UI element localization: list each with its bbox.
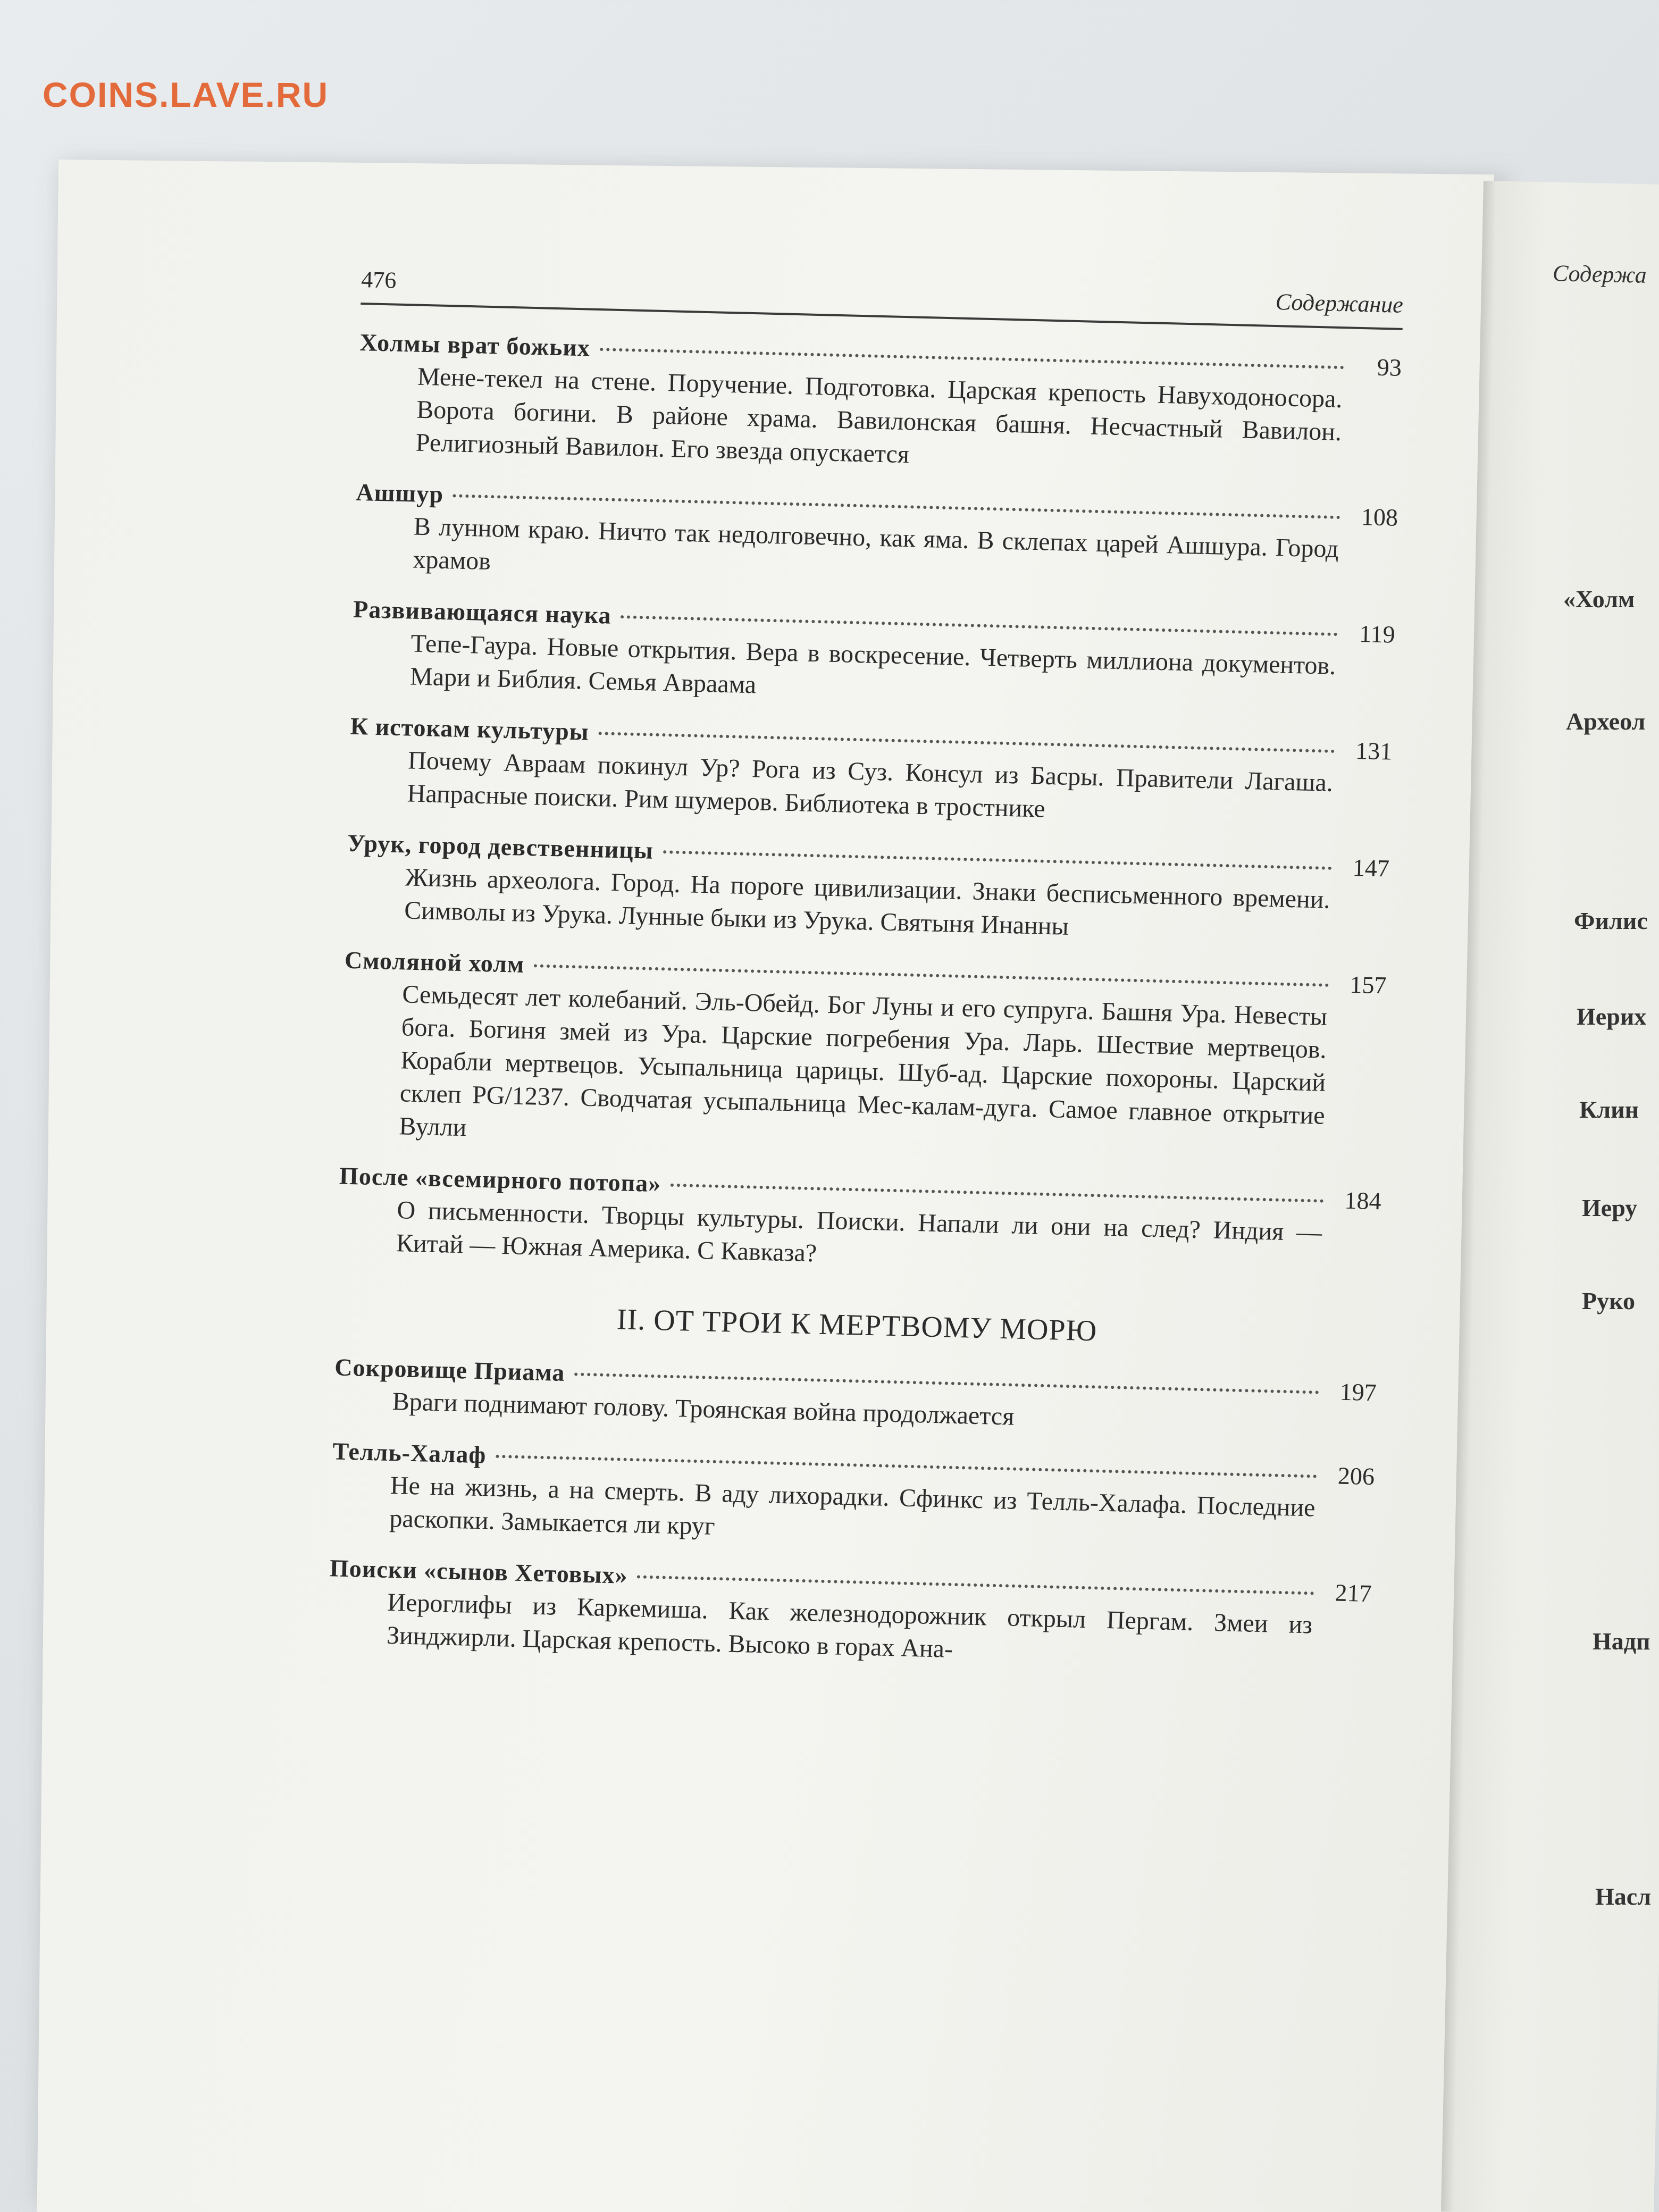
- toc-entry: [346, 827, 1390, 951]
- toc-entry-description: В лунном краю. Ничто так недолговечно, как яма. В склепах царей Ашшура. Город храмов: [412, 512, 1339, 576]
- toc-entry-description: Иероглифы из Каркемиша. Как железнодорожник открыл Пергам. Змеи из Зинджирли. Царская крепость. Высоко в горах Ана-: [386, 1588, 1313, 1663]
- toc-entry: [328, 1552, 1372, 1676]
- toc-entry: [331, 1435, 1375, 1559]
- toc-entry-page: 147: [1352, 853, 1390, 882]
- facing-page-item: Насл: [1595, 1883, 1652, 1910]
- facing-page-item: Филис: [1574, 907, 1648, 934]
- running-title: Содержание: [1275, 289, 1404, 318]
- facing-page-item: Надп: [1593, 1628, 1650, 1655]
- leader-dots: [574, 1372, 1319, 1394]
- facing-page-item: Археол: [1566, 708, 1646, 735]
- toc-entry-page: 108: [1361, 503, 1398, 531]
- toc-entry-description: Жизнь археолога. Город. На пороге цивилизации. Знаки бесписьменного времени. Символы из Урука. Лунные быки из Урука. Святыня Инанны: [404, 863, 1331, 941]
- leader-dots: [534, 964, 1329, 987]
- toc-entry: [354, 476, 1398, 600]
- toc-entry-page: 131: [1355, 736, 1393, 765]
- facing-page-item: Клин: [1579, 1096, 1639, 1123]
- page-number: 476: [361, 266, 397, 294]
- toc-entry: [340, 944, 1387, 1167]
- leader-dots: [671, 1184, 1323, 1203]
- toc-entry-description: Почему Авраам покинул Ур? Рога из Суз. Консул из Басры. Правители Лагаша. Напрасные поиски. Рим шумеров. Библиотека в тростнике: [407, 746, 1334, 823]
- toc-entry: [337, 1159, 1381, 1284]
- watermark-text: COINS.LAVE.RU: [43, 75, 329, 114]
- leader-dots: [637, 1575, 1314, 1595]
- toc-entry-page: 119: [1359, 620, 1396, 648]
- facing-page-item: Иерих: [1577, 1003, 1647, 1030]
- toc-entry-title: Ашшур: [355, 478, 444, 508]
- toc-entry-title: Поиски «сынов Хетовых»: [329, 1554, 629, 1589]
- toc-entry-title: К истокам культуры: [350, 712, 590, 745]
- facing-page-item: «Холм: [1563, 585, 1635, 613]
- facing-page-item: Руко: [1582, 1287, 1635, 1314]
- toc-entry: [351, 593, 1395, 717]
- toc-entry-page: 184: [1344, 1186, 1382, 1215]
- toc-entry-description: Семьдесят лет колебаний. Эль-Обейд. Бог Луны и его супруга. Башня Ура. Невесты бога. Богиня змей из Ура. Царские погребения Ура. Ларь. Шествие мертвецов. Корабли мертвецов. Усыпальница царицы. Шуб-ад. Царские похороны. Царский склеп PG/1237. Сводчатая усыпальница Мес-калам-дуга. Самое главное открытие Вулли: [398, 980, 1328, 1142]
- leader-dots: [600, 348, 1344, 369]
- toc-entry: [333, 1351, 1377, 1442]
- toc-entry-title: Смоляной холм: [344, 946, 525, 978]
- toc-entry: [357, 326, 1402, 483]
- toc-entry-page: 157: [1349, 970, 1387, 999]
- toc-entry-title: Холмы врат божьих: [359, 328, 591, 362]
- toc-entry-page: 197: [1339, 1378, 1377, 1406]
- toc-entry-page: 206: [1337, 1462, 1375, 1490]
- toc-entry-page: 93: [1377, 353, 1402, 381]
- leader-dots: [663, 850, 1332, 870]
- toc-entry-description: Тепе-Гаура. Новые открытия. Вера в воскресение. Четверть миллиона документов. Мари и Библия. Семья Авраама: [409, 629, 1336, 699]
- facing-page-item: Иеру: [1582, 1194, 1638, 1221]
- toc-content: [328, 266, 1404, 1694]
- leader-dots: [599, 732, 1335, 753]
- section-heading: II. ОТ ТРОИ К МЕРТВОМУ МОРЮ: [616, 1303, 1097, 1348]
- toc-entry-description: Мене-текел на стене. Поручение. Подготовка. Царская крепость Навуходоносора. Ворота богини. В районе храма. Вавилонская башня. Несчастный Вавилон. Религиозный Вавилон. Его звезда опускается: [415, 362, 1343, 469]
- toc-entry-page: 217: [1334, 1579, 1372, 1607]
- leader-dots: [621, 615, 1337, 636]
- toc-entry-description: Враги поднимают голову. Троянская война продолжается: [392, 1387, 1015, 1431]
- toc-entry-description: Не на жизнь, а на смерть. В аду лихорадки. Сфинкс из Телль-Халафа. Последние раскопки. Замыкается ли круг: [389, 1471, 1316, 1540]
- facing-page-header: Содержа: [1552, 260, 1647, 288]
- toc-entry-title: Телль-Халаф: [332, 1437, 487, 1469]
- toc-entry-description: О письменности. Творцы культуры. Поиски. Напали ли они на след? Индия — Китай — Южная Америка. С Кавказа?: [396, 1196, 1322, 1268]
- toc-entry-title: Сокровище Приама: [334, 1353, 566, 1386]
- toc-entry-title: Развивающаяся наука: [353, 595, 612, 629]
- toc-entry-title: Урук, город девственницы: [347, 829, 654, 864]
- toc-entry: [348, 710, 1393, 834]
- toc-entry-title: После «всемирного потопа»: [339, 1162, 661, 1197]
